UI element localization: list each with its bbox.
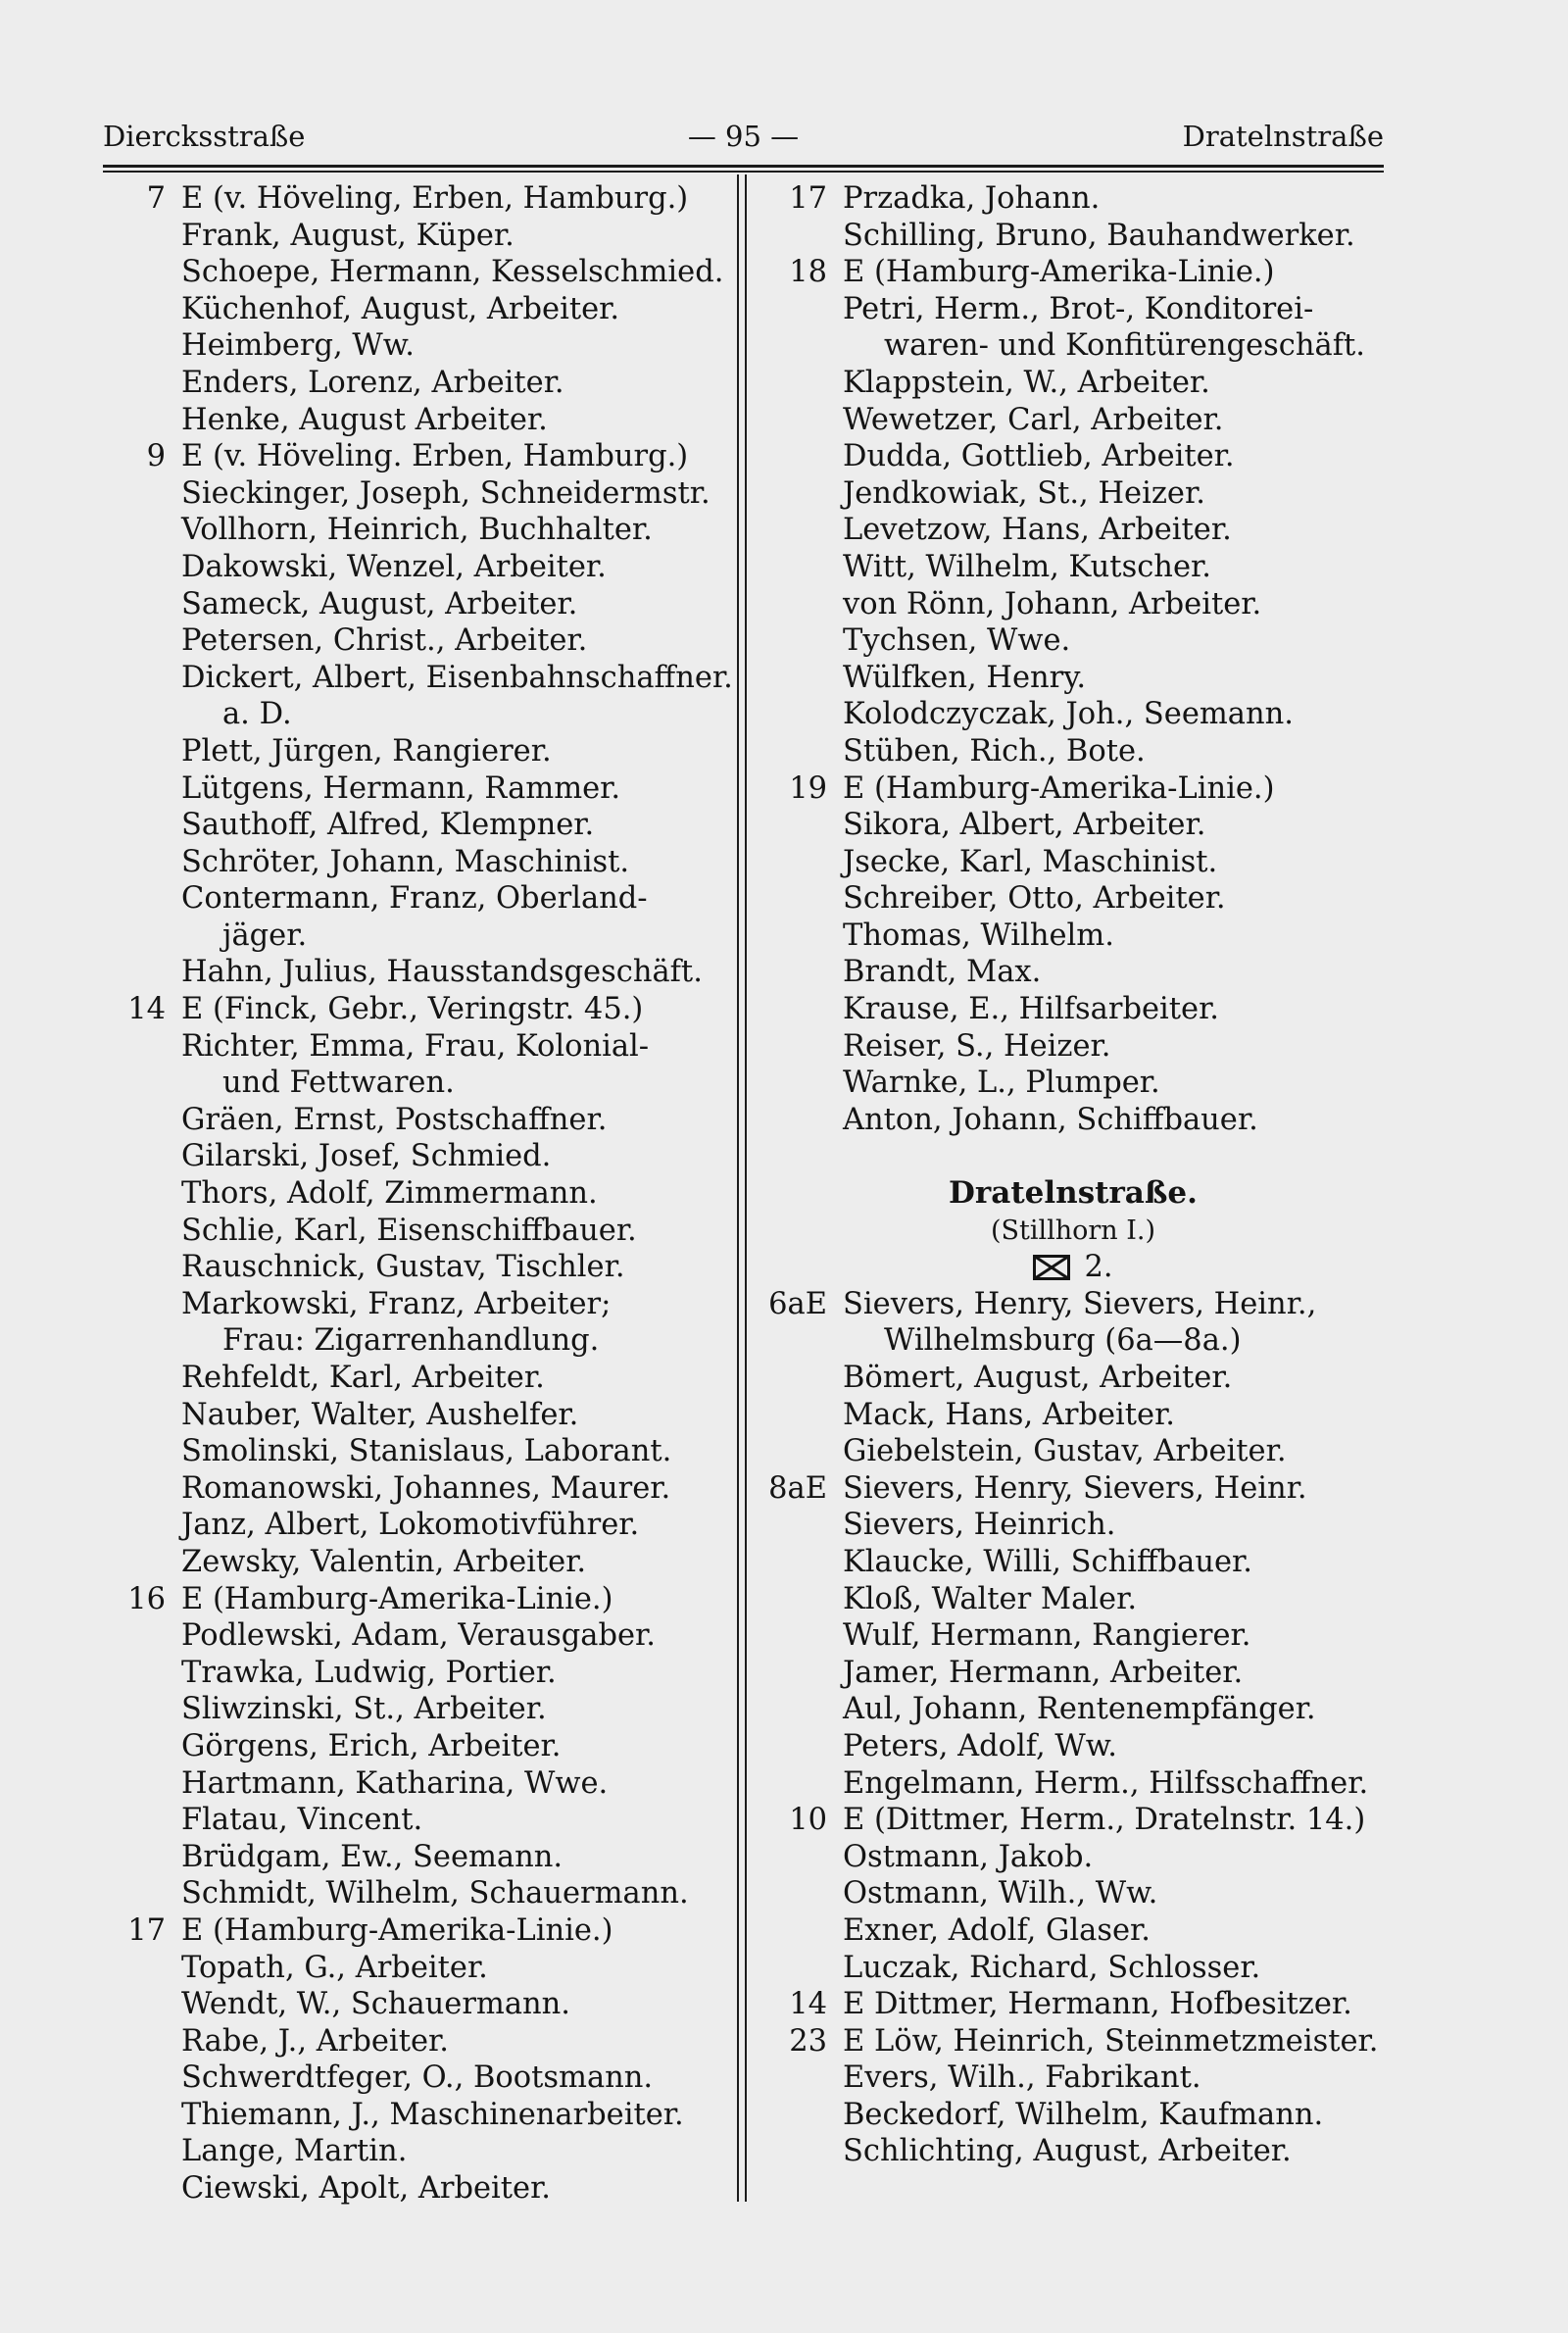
entry-text: Thiemann, J., Maschinenarbeiter.	[181, 2097, 684, 2132]
house-entry	[93, 1912, 730, 1950]
resident-entry	[755, 696, 1392, 733]
entry-text: Schröter, Johann, Maschinist.	[181, 844, 630, 879]
entry-text: Thomas, Wilhelm.	[843, 918, 1114, 953]
entry-text: Lütgens, Hermann, Rammer.	[181, 770, 621, 806]
house-number: 17	[789, 181, 827, 216]
resident-entry	[755, 1950, 1392, 1987]
resident-entry	[93, 1433, 730, 1470]
header-rule-bottom	[103, 171, 1384, 173]
entry-text: Romanowski, Johannes, Maurer.	[181, 1470, 671, 1506]
house-entry	[755, 1286, 1392, 1323]
house-number: 14	[127, 992, 166, 1027]
resident-entry	[755, 291, 1392, 328]
resident-entry	[93, 512, 730, 549]
right-column-entries	[755, 180, 1392, 1138]
entry-text: Rehfeldt, Karl, Arbeiter.	[181, 1361, 545, 1395]
entry-text: Dakowski, Wenzel, Arbeiter.	[181, 549, 607, 584]
resident-entry	[93, 365, 730, 402]
resident-entry	[93, 1397, 730, 1434]
resident-entry	[93, 954, 730, 991]
house-number: 19	[789, 770, 827, 806]
entry-text: Peters, Adolf, Ww.	[843, 1728, 1117, 1763]
entry-text: Frau: Zigarrenhandlung.	[222, 1323, 600, 1359]
entry-text: Wulf, Hermann, Rangierer.	[843, 1618, 1251, 1654]
page-number: — 95 —	[687, 120, 800, 153]
entry-text: Kolodczyczak, Joh., Seemann.	[843, 697, 1294, 732]
entry-text: Jsecke, Karl, Maschinist.	[843, 844, 1218, 879]
resident-entry	[93, 2060, 730, 2097]
entry-text: Henke, August Arbeiter.	[181, 402, 548, 437]
resident-entry	[755, 991, 1392, 1028]
entry-text: Vollhorn, Heinrich, Buchhalter.	[181, 513, 653, 548]
house-number: 17	[127, 1912, 166, 1948]
resident-entry	[93, 1691, 730, 1728]
entry-text: Rauschnick, Gustav, Tischler.	[181, 1250, 625, 1285]
resident-entry	[755, 622, 1392, 660]
entry-text: Schreiber, Otto, Arbeiter.	[843, 881, 1226, 917]
resident-entry	[93, 1470, 730, 1508]
resident-entry	[93, 696, 730, 733]
entry-text: E (Finck, Gebr., Veringstr. 45.)	[181, 992, 644, 1027]
resident-entry	[93, 1028, 730, 1066]
entry-text: Sikora, Albert, Arbeiter.	[843, 808, 1206, 843]
resident-entry	[93, 622, 730, 660]
resident-entry	[93, 254, 730, 291]
house-entry	[755, 1470, 1392, 1508]
entry-text: Podlewski, Adam, Verausgaber.	[181, 1618, 656, 1654]
resident-entry	[755, 549, 1392, 586]
entry-text: Sievers, Henry, Sievers, Heinr.,	[843, 1286, 1317, 1321]
resident-entry	[755, 1728, 1392, 1765]
resident-entry	[755, 844, 1392, 881]
resident-entry	[755, 1581, 1392, 1618]
entry-text: Klaucke, Willi, Schiffbauer.	[843, 1544, 1252, 1579]
entry-text: Smolinski, Stanislaus, Laborant.	[181, 1434, 672, 1469]
entry-text: Schlichting, August, Arbeiter.	[843, 2134, 1292, 2169]
resident-entry	[755, 954, 1392, 991]
section-spacer	[755, 1138, 1392, 1175]
resident-entry	[755, 733, 1392, 770]
house-number: 14	[789, 1987, 827, 2022]
resident-entry	[93, 1249, 730, 1286]
resident-entry	[93, 291, 730, 328]
entry-text: E (v. Höveling. Erben, Hamburg.)	[181, 439, 689, 474]
resident-entry	[755, 918, 1392, 955]
entry-text: Gräen, Ernst, Postschaffner.	[181, 1102, 608, 1137]
entry-text: Contermann, Franz, Oberland-	[181, 881, 648, 917]
resident-entry	[755, 2060, 1392, 2097]
entry-text: Hahn, Julius, Hausstandsgeschäft.	[181, 955, 703, 990]
resident-entry	[755, 1912, 1392, 1950]
resident-entry	[93, 1986, 730, 2023]
envelope-icon	[1033, 1255, 1070, 1280]
resident-entry	[755, 2133, 1392, 2170]
house-entry	[755, 770, 1392, 808]
resident-entry	[93, 1802, 730, 1839]
entry-text: Sieckinger, Joseph, Schneidermstr.	[181, 475, 710, 511]
entry-text: Jendkowiak, St., Heizer.	[843, 475, 1205, 511]
resident-entry	[755, 586, 1392, 623]
resident-entry	[755, 218, 1392, 255]
header-left-street: Diercksstraße	[103, 120, 306, 153]
resident-entry	[93, 475, 730, 513]
entry-text: Exner, Adolf, Glaser.	[843, 1912, 1151, 1948]
section-subtitle: (Stillhorn I.)	[990, 1215, 1156, 1246]
header-rule-top	[103, 165, 1384, 168]
house-entry	[93, 1581, 730, 1618]
entry-text: Anton, Johann, Schiffbauer.	[843, 1102, 1258, 1137]
entry-text: Nauber, Walter, Aushelfer.	[181, 1397, 579, 1432]
header-right-street: Dratelnstraße	[1182, 120, 1384, 153]
resident-entry	[755, 660, 1392, 697]
entry-text: E Dittmer, Hermann, Hofbesitzer.	[843, 1987, 1352, 2022]
entry-text: Stüben, Rich., Bote.	[843, 733, 1146, 769]
entry-text: Ciewski, Apolt, Arbeiter.	[181, 2171, 552, 2207]
entry-text: Plett, Jürgen, Rangierer.	[181, 733, 552, 769]
entry-text: von Rönn, Johann, Arbeiter.	[843, 586, 1262, 621]
entry-text: Zewsky, Valentin, Arbeiter.	[181, 1544, 587, 1579]
right-column	[755, 180, 1392, 2170]
house-number: 7	[146, 181, 166, 216]
resident-entry	[755, 512, 1392, 549]
entry-text: Janz, Albert, Lokomotivführer.	[181, 1508, 640, 1543]
resident-entry	[755, 1765, 1392, 1803]
house-entry	[755, 180, 1392, 218]
entry-text: Lange, Martin.	[181, 2134, 408, 2169]
entry-text: Görgens, Erich, Arbeiter.	[181, 1728, 562, 1763]
entry-text: Schoepe, Hermann, Kesselschmied.	[181, 255, 724, 290]
entry-text: Schmidt, Wilhelm, Schauermann.	[181, 1876, 689, 1911]
entry-text: E (Hamburg-Amerika-Linie.)	[843, 255, 1275, 290]
entry-text: E (Dittmer, Herm., Dratelnstr. 14.)	[843, 1803, 1366, 1838]
resident-entry	[755, 1397, 1392, 1434]
resident-entry	[93, 1728, 730, 1765]
house-number: 10	[789, 1803, 827, 1838]
resident-entry	[755, 1507, 1392, 1544]
resident-entry	[755, 1360, 1392, 1397]
entry-text: Kloß, Walter Maler.	[843, 1581, 1138, 1616]
entry-text: Markowski, Franz, Arbeiter;	[181, 1286, 612, 1321]
resident-entry	[93, 327, 730, 365]
house-number: 8aE	[768, 1470, 827, 1506]
entry-text: Mack, Hans, Arbeiter.	[843, 1397, 1175, 1432]
column-divider	[737, 174, 739, 2202]
resident-entry	[755, 1839, 1392, 1876]
house-entry	[755, 1986, 1392, 2023]
resident-entry	[93, 660, 733, 697]
entry-text: E (Hamburg-Amerika-Linie.)	[181, 1912, 613, 1948]
left-column	[93, 180, 733, 2208]
entry-text: E Löw, Heinrich, Steinmetzmeister.	[843, 2023, 1379, 2059]
post-district: 2.	[1084, 1250, 1113, 1285]
resident-entry	[93, 2097, 730, 2134]
entry-text: E (Hamburg-Amerika-Linie.)	[181, 1581, 613, 1616]
entry-text: Dickert, Albert, Eisenbahnschaffner.	[181, 660, 733, 695]
entry-text: Bömert, August, Arbeiter.	[843, 1361, 1233, 1395]
entry-text: Wewetzer, Carl, Arbeiter.	[843, 402, 1224, 437]
entry-text: Przadka, Johann.	[843, 181, 1101, 216]
resident-entry	[93, 1655, 730, 1692]
resident-entry	[93, 1175, 730, 1213]
resident-entry	[93, 1544, 730, 1581]
resident-entry	[755, 1617, 1392, 1655]
entry-text: Luczak, Richard, Schlosser.	[843, 1950, 1261, 1985]
resident-entry	[93, 1875, 730, 1912]
entry-text: Engelmann, Herm., Hilfsschaffner.	[843, 1765, 1369, 1801]
house-entry	[93, 991, 730, 1028]
resident-entry	[93, 1765, 730, 1803]
entry-text: Sievers, Henry, Sievers, Heinr.	[843, 1470, 1307, 1506]
entry-text: Küchenhof, August, Arbeiter.	[181, 291, 620, 326]
house-number: 18	[789, 255, 827, 290]
resident-entry	[93, 1102, 730, 1139]
entry-text: Evers, Wilh., Fabrikant.	[843, 2060, 1201, 2096]
resident-entry	[755, 880, 1392, 918]
entry-text: Frank, August, Küper.	[181, 218, 514, 253]
resident-entry	[755, 807, 1392, 844]
entry-text: jäger.	[222, 918, 308, 953]
entry-text: Topath, G., Arbeiter.	[181, 1950, 488, 1985]
entry-text: Trawka, Ludwig, Portier.	[181, 1655, 557, 1690]
resident-entry	[93, 1617, 730, 1655]
resident-entry	[755, 327, 1392, 365]
entry-text: Witt, Wilhelm, Kutscher.	[843, 549, 1211, 584]
resident-entry	[93, 770, 730, 808]
entry-text: Klappstein, W., Arbeiter.	[843, 365, 1210, 400]
entry-text: Sameck, August, Arbeiter.	[181, 586, 578, 621]
entry-text: Reiser, S., Heizer.	[843, 1028, 1111, 1064]
entry-text: Heimberg, Ww.	[181, 328, 415, 364]
entry-text: Flatau, Vincent.	[181, 1803, 423, 1838]
column-divider	[745, 174, 747, 2202]
resident-entry	[755, 1544, 1392, 1581]
resident-entry	[755, 1691, 1392, 1728]
resident-entry	[755, 2097, 1392, 2134]
resident-entry	[93, 2133, 730, 2170]
house-number: 16	[127, 1581, 166, 1616]
entry-text: Schilling, Bruno, Bauhandwerker.	[843, 218, 1355, 253]
entry-text: Beckedorf, Wilhelm, Kaufmann.	[843, 2097, 1324, 2132]
entry-text: Aul, Johann, Rentenempfänger.	[843, 1692, 1316, 1727]
entry-text: Sievers, Heinrich.	[843, 1508, 1116, 1543]
entry-text: E (v. Höveling, Erben, Hamburg.)	[181, 181, 689, 216]
entry-text: a. D.	[222, 697, 292, 732]
entry-text: Gilarski, Josef, Schmied.	[181, 1139, 552, 1174]
entry-text: Wülfken, Henry.	[843, 660, 1087, 695]
resident-entry	[93, 402, 730, 439]
resident-entry	[93, 549, 730, 586]
section-title: Dratelnstraße.	[949, 1175, 1198, 1212]
entry-text: Petersen, Christ., Arbeiter.	[181, 623, 588, 659]
house-number: 23	[789, 2023, 827, 2059]
resident-entry	[93, 2023, 730, 2060]
resident-entry	[755, 1655, 1392, 1692]
entry-text: Ostmann, Jakob.	[843, 1839, 1094, 1874]
resident-entry	[93, 1360, 730, 1397]
house-entry	[755, 2023, 1392, 2060]
house-number: 6aE	[768, 1286, 827, 1321]
house-number: 9	[146, 439, 166, 474]
house-entry	[755, 254, 1392, 291]
entry-text: Krause, E., Hilfsarbeiter.	[843, 992, 1220, 1027]
resident-entry	[755, 438, 1392, 475]
resident-entry	[93, 733, 730, 770]
resident-entry	[755, 1875, 1392, 1912]
page-header	[103, 120, 1384, 159]
entry-text: Tychsen, Wwe.	[843, 623, 1071, 659]
resident-entry	[755, 1028, 1392, 1066]
entry-text: E (Hamburg-Amerika-Linie.)	[843, 770, 1275, 806]
post-district-row	[755, 1249, 1392, 1286]
entry-text: Petri, Herm., Brot-, Konditorei-	[843, 291, 1314, 326]
entry-text: Schlie, Karl, Eisenschiffbauer.	[181, 1213, 637, 1248]
entry-text: waren- und Konfitürengeschäft.	[884, 328, 1365, 364]
entry-text: Brüdgam, Ew., Seemann.	[181, 1839, 564, 1874]
resident-entry	[93, 807, 730, 844]
entry-text: Richter, Emma, Frau, Kolonial-	[181, 1028, 650, 1064]
resident-entry	[93, 1213, 730, 1250]
entry-text: Warnke, L., Plumper.	[843, 1066, 1160, 1101]
entry-text: Sliwzinski, St., Arbeiter.	[181, 1692, 547, 1727]
resident-entry	[755, 1322, 1392, 1360]
resident-entry	[755, 402, 1392, 439]
entry-text: Jamer, Hermann, Arbeiter.	[843, 1655, 1244, 1690]
resident-entry	[755, 475, 1392, 513]
resident-entry	[755, 365, 1392, 402]
entry-text: Ostmann, Wilh., Ww.	[843, 1876, 1158, 1911]
entry-text: Dudda, Gottlieb, Arbeiter.	[843, 439, 1235, 474]
resident-entry	[93, 844, 730, 881]
resident-entry	[93, 918, 730, 955]
resident-entry	[93, 1950, 730, 1987]
house-entry	[755, 1802, 1392, 1839]
resident-entry	[755, 1433, 1392, 1470]
entry-text: Wendt, W., Schauermann.	[181, 1987, 570, 2022]
entry-text: und Fettwaren.	[222, 1066, 455, 1101]
resident-entry	[755, 1102, 1392, 1139]
entry-text: Wilhelmsburg (6a—8a.)	[884, 1323, 1242, 1359]
resident-entry	[93, 1322, 730, 1360]
resident-entry	[93, 1286, 730, 1323]
entry-text: Schwerdtfeger, O., Bootsmann.	[181, 2060, 654, 2096]
house-entry	[93, 438, 730, 475]
resident-entry	[93, 218, 730, 255]
entry-text: Giebelstein, Gustav, Arbeiter.	[843, 1434, 1287, 1469]
house-entry	[93, 180, 730, 218]
entry-text: Enders, Lorenz, Arbeiter.	[181, 365, 564, 400]
right-column-entries-2	[755, 1286, 1392, 2170]
resident-entry	[755, 1065, 1392, 1102]
entry-text: Rabe, J., Arbeiter.	[181, 2023, 449, 2059]
resident-entry	[93, 880, 730, 918]
entry-text: Thors, Adolf, Zimmermann.	[181, 1176, 598, 1212]
entry-text: Sauthoff, Alfred, Klempner.	[181, 808, 595, 843]
resident-entry	[93, 1507, 730, 1544]
entry-text: Levetzow, Hans, Arbeiter.	[843, 513, 1232, 548]
entry-text: Brandt, Max.	[843, 955, 1042, 990]
resident-entry	[93, 1839, 730, 1876]
resident-entry	[93, 1065, 730, 1102]
entry-text: Hartmann, Katharina, Wwe.	[181, 1765, 609, 1801]
resident-entry	[93, 586, 730, 623]
resident-entry	[93, 1138, 730, 1175]
resident-entry	[93, 2170, 730, 2208]
